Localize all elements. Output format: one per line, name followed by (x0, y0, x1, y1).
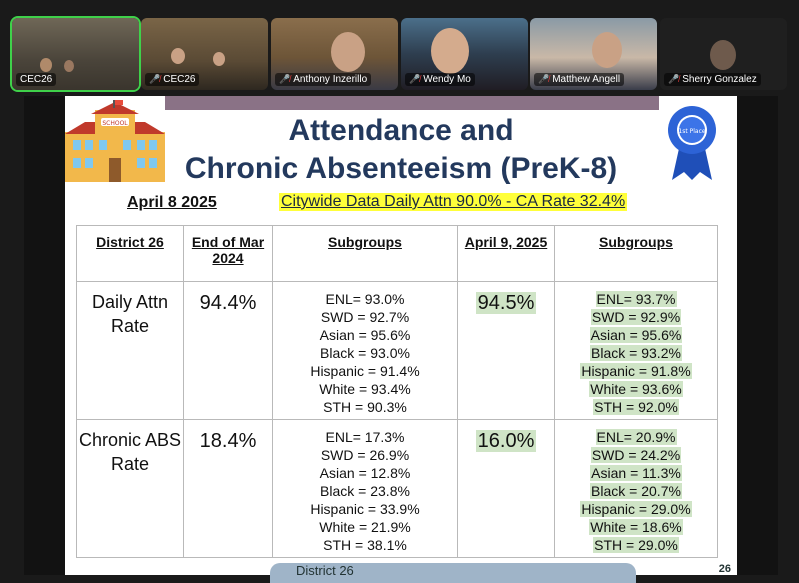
table-row (77, 282, 718, 420)
svg-text:1st Place: 1st Place (678, 128, 706, 135)
mic-muted-icon: 🎤̸ (409, 74, 421, 84)
participant-tile[interactable] (660, 18, 787, 90)
subgroups-2025: ENL= 93.7% SWD = 92.9% Asian = 95.6% Black = 93.2% Hispanic = 91.8% White = 93.6% STH = 92.0% (555, 282, 718, 420)
participant-name: 🎤̸ Matthew Angell (534, 73, 624, 86)
participant-tile[interactable] (141, 18, 268, 90)
attendance-table (76, 225, 718, 558)
column-header: Subgroups (555, 226, 718, 282)
subgroups-2025: ENL= 20.9% SWD = 24.2% Asian = 11.3% Black = 20.7% Hispanic = 29.0% White = 18.6% STH = 29.0% (555, 420, 718, 558)
participant-name: 🎤̸ Wendy Mo (405, 73, 475, 86)
mic-muted-icon: 🎤̸ (538, 74, 550, 84)
participant-strip (0, 0, 799, 96)
mar2024-value: 18.4% (184, 420, 273, 558)
participant-tile[interactable] (271, 18, 398, 90)
citywide-data: Citywide Data Daily Attn 90.0% - CA Rate 32.4% (281, 193, 626, 210)
row-label: Chronic ABS Rate (77, 420, 184, 558)
slide-title: Attendance and Chronic Absenteeism (PreK-8) (184, 114, 618, 185)
apr2025-value: 94.5% (458, 282, 555, 420)
mic-muted-icon: 🎤̸ (149, 74, 161, 84)
table-header-row (77, 226, 718, 282)
participant-name: CEC26 (16, 73, 56, 86)
participant-tile[interactable] (530, 18, 657, 90)
subgroups-2024: ENL= 93.0% SWD = 92.7% Asian = 95.6% Black = 93.0% Hispanic = 91.4% White = 93.4% STH = 90.3% (273, 282, 458, 420)
slide-footer: District 26 (270, 563, 636, 583)
presentation-slide (65, 96, 737, 578)
mic-muted-icon: 🎤̸ (668, 74, 680, 84)
participant-name: 🎤̸ Anthony Inzerillo (275, 73, 371, 86)
mic-muted-icon: 🎤̸ (279, 74, 291, 84)
svg-text:SCHOOL: SCHOOL (102, 120, 128, 127)
mar2024-value: 94.4% (184, 282, 273, 420)
subgroups-2024: ENL= 17.3% SWD = 26.9% Asian = 12.8% Black = 23.8% Hispanic = 33.9% White = 21.9% STH = 38.1% (273, 420, 458, 558)
participant-tile[interactable] (12, 18, 139, 90)
apr2025-value: 16.0% (458, 420, 555, 558)
slide-top-bar (165, 96, 659, 110)
column-header: District 26 (77, 226, 184, 282)
participant-tile[interactable] (401, 18, 528, 90)
participant-name: 🎤̸ CEC26 (145, 73, 199, 86)
column-header: Subgroups (273, 226, 458, 282)
participant-name: 🎤̸ Sherry Gonzalez (664, 73, 761, 86)
slide-date: April 8 2025 (127, 194, 217, 211)
page-number: 26 (718, 563, 731, 575)
table-row (77, 420, 718, 558)
first-place-ribbon-icon (666, 106, 718, 182)
column-header: End of Mar 2024 (184, 226, 273, 282)
shared-screen (24, 96, 778, 578)
column-header: April 9, 2025 (458, 226, 555, 282)
row-label: Daily Attn Rate (77, 282, 184, 420)
